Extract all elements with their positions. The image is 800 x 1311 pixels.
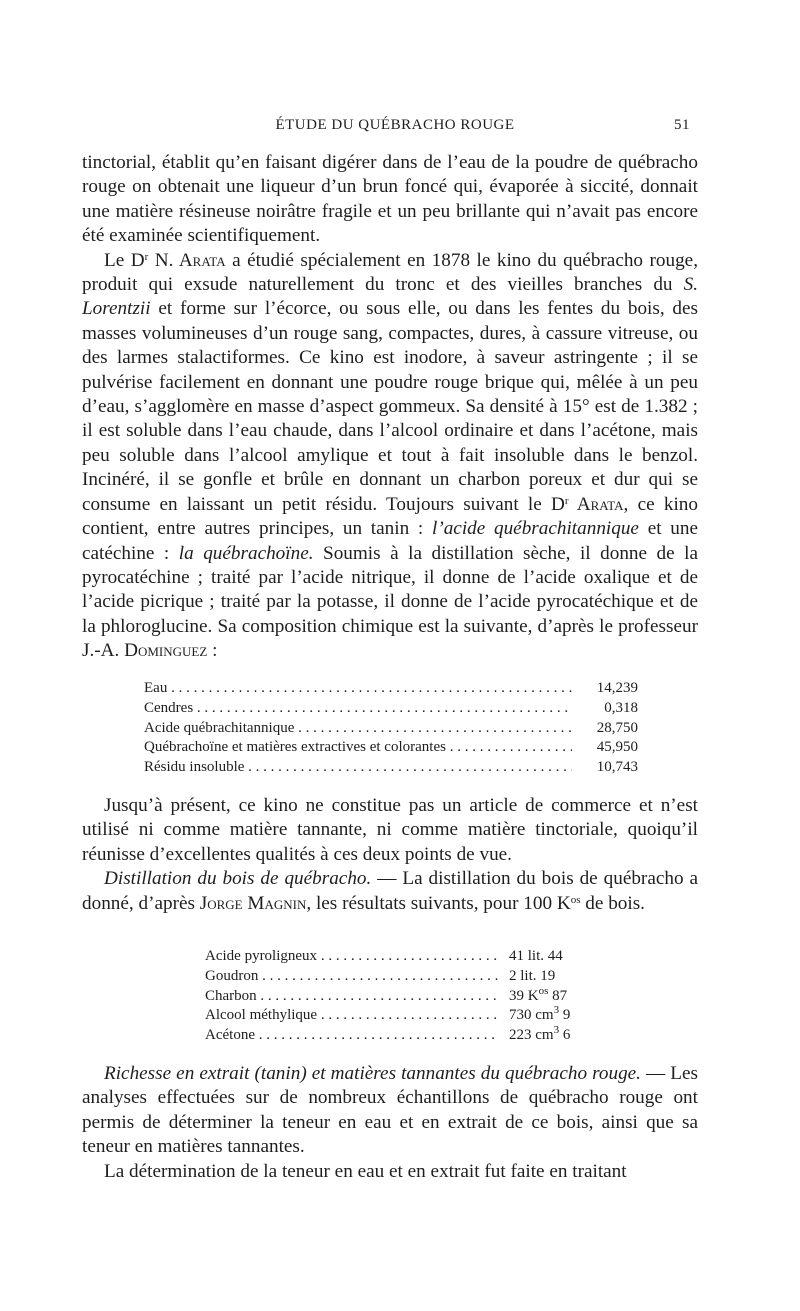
superscript: r [144,250,149,263]
row-value [499,984,595,1007]
running-title: ÉTUDE DU QUÉBRACHO ROUGE [275,117,515,133]
row-label: Cendres . . . [144,699,572,719]
text-run: Le D [104,249,145,271]
table-row [144,719,638,739]
row-label: Charbon . . . [205,987,499,1007]
value-text: 223 cm [509,1027,554,1044]
species-name: S. Lorentzii [82,274,698,320]
paragraph-determination: La détermination de la teneur en eau et en extrait fut faite en traitant [104,1160,627,1182]
distillation-table [205,947,595,1046]
row-value: 28,750 [596,719,638,736]
table-row [144,738,638,758]
paragraph-richesse [82,1062,698,1160]
compound-name: la québrachoïne. [178,542,314,564]
text-run: de bois. [580,892,645,914]
table-row [205,947,595,967]
superscript: r [564,494,569,507]
value-text: 730 cm [509,1007,554,1024]
text-run: , les résultats suivants, pour 100 K [306,892,571,914]
row-value [499,947,595,967]
text-block-middle [82,794,698,916]
table-row [144,699,638,719]
superscript: 3 [553,1004,560,1017]
row-label: Alcool méthylique . . . [205,1006,499,1026]
text-run: : [207,640,218,662]
author-name: Jorge Magnin [199,892,307,914]
table-row [205,984,595,1007]
author-name: J.-A. Dominguez [82,640,208,662]
text-block-top [82,151,698,664]
value-text: 87 [548,987,568,1004]
row-label: Acétone . . . [205,1026,499,1046]
row-label: Québrachoïne et matières extractives et colorantes . . . [144,738,572,758]
row-value: 10,743 [596,759,638,776]
text-run: et forme sur l’écorce, ou sous elle, ou dans les fentes du bois, des masses volumineuses d’un rouge sang, compactes, dures, à cassure vitreuse, ou des larmes stalactiformes. Ce kino est inodore, à saveur astringente ; il se pulvérise facilement en donnant une poudre rouge brique qui, mêlée à un peu d’eau, s’agglomère en masse d’aspect gommeux. Sa densité à 15° est de 1.382 ; il est soluble dans l’eau chaude, dans l’alcool ordinaire et dans l’acétone, mais peu soluble dans l’alcool amylique et tout à fait insoluble dans le benzol. Incinéré, il se gonfle et brûle en donnant un charbon poreux et dur qui se consume en laissant un petit résidu. Toujours suivant le D [82,298,698,515]
superscript: os [538,984,549,997]
page-number: 51 [674,117,690,133]
row-value: 45,950 [596,739,638,756]
author-name: N. Arata [148,249,226,271]
row-label: Acide québrachitannique . . . [144,719,572,739]
table-row [205,967,595,987]
paragraph-commerce: Jusqu’à présent, ce kino ne constitue pas un article de commerce et n’est utilisé ni comme matière tannante, ni comme matière tinctoriale, quoiqu’il réunisse d’excellentes qualités à ces deux points de vue. [82,795,698,865]
section-heading: Richesse en extrait (tanin) et matières tannantes du québracho rouge. [104,1063,641,1084]
paragraph-distillation [82,867,698,916]
text-run: Soumis à la distillation sèche, il donne de la pyrocatéchine ; traité par l’acide nitrique, il donne de l’acide oxalique et de l’acide picrique ; traité par la potasse, il donne de l’acide pyrocatéchique et de la phloroglucine. Sa composition chimique est la suivante, d’après le professeur [82,542,698,637]
value-text: 41 lit. 44 [509,948,563,964]
row-value: 14,239 [596,680,638,696]
text-run: a étudié spécialement en 1878 le kino du québracho rouge, produit qui exsude naturellement du tronc et des vieilles branches du [82,249,698,296]
text-run: — La distillation du bois de québracho a donné, d’après [82,868,698,914]
compound-name: l’acide québrachitannique [431,518,639,540]
superscript: 3 [553,1024,560,1037]
row-value [499,1006,595,1026]
row-value: 0,318 [604,699,638,716]
table-row [144,679,638,699]
row-label: Goudron . . . [205,967,499,987]
row-value [499,1026,595,1046]
row-label: Eau . . . [144,679,572,699]
author-name: Arata [568,493,624,515]
value-text: 9 [559,1007,571,1024]
table-row [144,758,638,778]
text-run: et une catéchine : [82,518,698,564]
composition-table [144,679,638,778]
section-heading: Distillation du bois de québracho. [104,868,372,890]
table-row [205,1006,595,1026]
paragraph-continued: tinctorial, établit qu’en faisant digérer dans de l’eau de la poudre de québracho rouge on obtenait une liqueur d’un brun foncé qui, évaporée à siccité, donnait une matière résineuse noirâtre fragile et un peu brillante qui n’avait pas encore été examinée scientifiquement. [82,152,698,247]
text-run: , ce kino contient, entre autres principes, un tanin : [82,493,698,540]
paragraph-arata-kino [82,249,698,664]
table-row [205,1026,595,1046]
text-run: — Les analyses effectuées sur de nombreux échantillons de québracho rouge ont permis de déterminer la teneur en eau et en extrait de ce bois, ainsi que sa teneur en matières tannantes. [82,1063,698,1158]
text-block-bottom [82,1062,698,1184]
row-label: Acide pyroligneux . . . [205,947,499,967]
superscript: os [570,893,581,906]
row-label: Résidu insoluble . . . [144,758,572,778]
value-text: 6 [559,1027,571,1044]
value-text: 39 K [509,987,539,1004]
value-text: 2 lit. 19 [509,967,556,984]
